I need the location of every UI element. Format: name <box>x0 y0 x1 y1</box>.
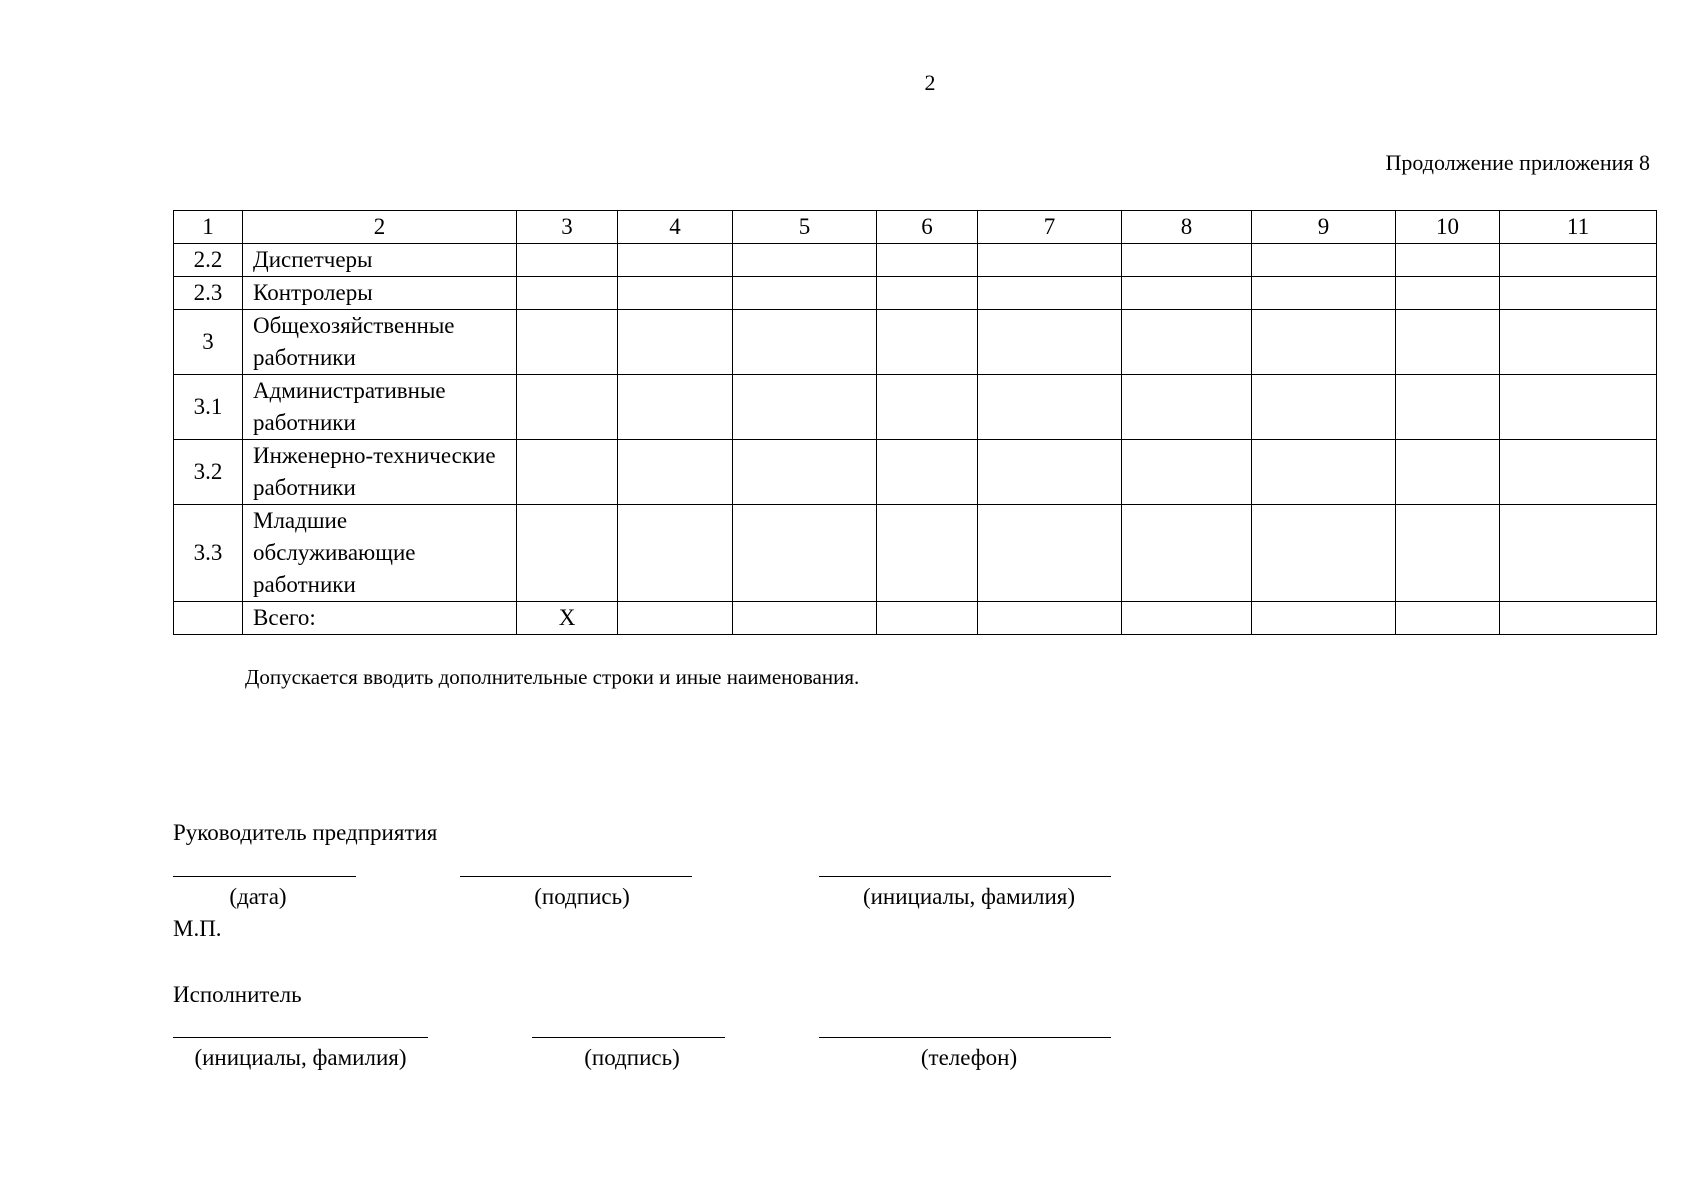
table-cell <box>978 310 1122 375</box>
table-cell <box>1122 244 1252 277</box>
date-line <box>173 876 356 877</box>
table-cell <box>1252 375 1396 440</box>
table-cell <box>1252 602 1396 635</box>
manager-title: Руководитель предприятия <box>173 820 438 845</box>
row-number: 3.1 <box>174 375 243 440</box>
table-cell <box>877 602 978 635</box>
appendix-note: Продолжение приложения 8 <box>1385 150 1650 175</box>
row-number: 2.2 <box>174 244 243 277</box>
header-cell: 2 <box>243 211 517 244</box>
table-cell <box>978 375 1122 440</box>
table-cell <box>1122 310 1252 375</box>
name-caption: (инициалы, фамилия) <box>862 884 1076 909</box>
table-row <box>174 375 1657 440</box>
row-number: 3.2 <box>174 440 243 505</box>
table-cell <box>1252 310 1396 375</box>
row-number: 3.3 <box>174 505 243 602</box>
row-name: Административные работники <box>243 375 517 440</box>
table-cell <box>517 310 618 375</box>
table-cell <box>618 440 733 505</box>
row-number: 3 <box>174 310 243 375</box>
row-name: Всего: <box>243 602 517 635</box>
phone-caption: (телефон) <box>920 1045 1018 1070</box>
table-cell <box>1396 375 1500 440</box>
header-cell: 3 <box>517 211 618 244</box>
row-name: Общехозяйственные работники <box>243 310 517 375</box>
table-cell <box>1396 310 1500 375</box>
table-cell <box>618 505 733 602</box>
table-cell <box>733 277 877 310</box>
header-cell: 11 <box>1500 211 1657 244</box>
table-cell <box>733 602 877 635</box>
table-cell <box>1396 440 1500 505</box>
name-line <box>819 876 1111 877</box>
executor-name-line <box>173 1037 428 1038</box>
table-row <box>174 277 1657 310</box>
table-cell <box>517 244 618 277</box>
table-cell <box>1396 505 1500 602</box>
table-row <box>174 244 1657 277</box>
header-cell: 1 <box>174 211 243 244</box>
header-cell: 9 <box>1252 211 1396 244</box>
table-cell <box>1500 244 1657 277</box>
table-cell <box>978 244 1122 277</box>
signature-caption: (подпись) <box>534 884 630 909</box>
table-cell <box>1252 277 1396 310</box>
table-row <box>174 310 1657 375</box>
table-cell <box>733 310 877 375</box>
signature-line <box>460 876 692 877</box>
table-header-row <box>174 211 1657 244</box>
table-cell <box>1500 310 1657 375</box>
executor-name-caption: (инициалы, фамилия) <box>194 1045 407 1070</box>
table-cell <box>1396 602 1500 635</box>
footnote: Допускается вводить дополнительные строки и иные наименования. <box>245 665 860 689</box>
table-cell <box>1396 277 1500 310</box>
header-cell: 10 <box>1396 211 1500 244</box>
table-cell <box>1500 375 1657 440</box>
stamp-place: М.П. <box>173 916 222 941</box>
table-row <box>174 505 1657 602</box>
table-row <box>174 440 1657 505</box>
executor-title: Исполнитель <box>173 982 302 1007</box>
table-cell <box>1252 244 1396 277</box>
table-cell <box>978 505 1122 602</box>
table-cell <box>978 440 1122 505</box>
header-cell: 8 <box>1122 211 1252 244</box>
table-cell <box>618 602 733 635</box>
date-caption: (дата) <box>229 884 287 909</box>
table-cell <box>877 375 978 440</box>
table-cell <box>978 277 1122 310</box>
table-cell <box>733 505 877 602</box>
table-cell <box>1396 244 1500 277</box>
page-number: 2 <box>924 70 936 95</box>
row-number: 2.3 <box>174 277 243 310</box>
table-cell: Х <box>517 602 618 635</box>
table-cell <box>517 375 618 440</box>
table-cell <box>1122 375 1252 440</box>
table-cell <box>877 310 978 375</box>
table-cell <box>517 277 618 310</box>
phone-line <box>819 1037 1111 1038</box>
row-name: Контролеры <box>243 277 517 310</box>
table-cell <box>1252 505 1396 602</box>
table-cell <box>1122 505 1252 602</box>
table-cell <box>877 277 978 310</box>
row-name: Диспетчеры <box>243 244 517 277</box>
table-cell <box>877 505 978 602</box>
table-cell <box>618 277 733 310</box>
table-cell <box>877 244 978 277</box>
table-cell <box>517 440 618 505</box>
header-cell: 4 <box>618 211 733 244</box>
row-name: Младшие обслуживающие работники <box>243 505 517 602</box>
header-cell: 7 <box>978 211 1122 244</box>
table-cell <box>1122 277 1252 310</box>
table-cell <box>733 375 877 440</box>
row-name: Инженерно-технические работники <box>243 440 517 505</box>
header-cell: 6 <box>877 211 978 244</box>
table-cell <box>618 310 733 375</box>
table-cell <box>733 244 877 277</box>
table-cell <box>618 244 733 277</box>
table-cell <box>877 440 978 505</box>
staff-table <box>173 210 1657 635</box>
table-cell <box>1500 602 1657 635</box>
header-cell: 5 <box>733 211 877 244</box>
table-cell <box>733 440 877 505</box>
table-cell <box>618 375 733 440</box>
table-cell <box>517 505 618 602</box>
table-cell <box>1122 602 1252 635</box>
table-cell <box>1500 440 1657 505</box>
table-row-total <box>174 602 1657 635</box>
table-cell <box>1122 440 1252 505</box>
executor-signature-caption: (подпись) <box>584 1045 680 1070</box>
table-cell <box>1500 277 1657 310</box>
table-cell <box>978 602 1122 635</box>
executor-signature-line <box>532 1037 725 1038</box>
table-cell <box>1500 505 1657 602</box>
table-cell <box>1252 440 1396 505</box>
row-number <box>174 602 243 635</box>
